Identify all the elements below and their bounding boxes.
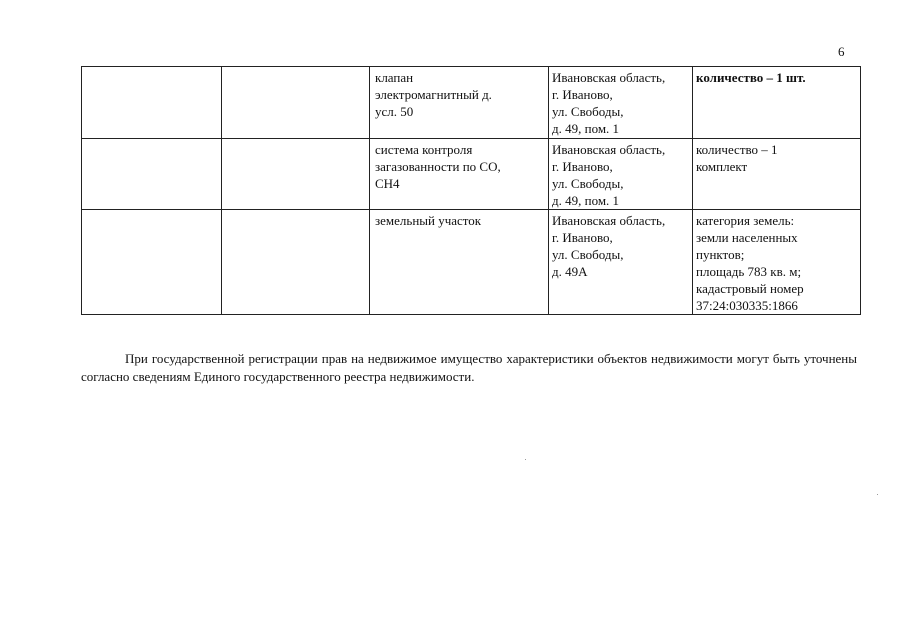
table-row [82, 67, 861, 139]
property-address-cell: Ивановская область, г. Иваново, ул. Свободы, д. 49А [549, 210, 693, 315]
table-cell-empty [82, 210, 222, 315]
property-table [81, 66, 861, 315]
scan-artifact [525, 459, 526, 460]
property-characteristics-cell: количество – 1 шт. [693, 67, 861, 139]
property-name-cell: система контроля загазованности по СО, СН4 [370, 139, 549, 210]
table-cell-empty [222, 210, 370, 315]
page-number: 6 [838, 44, 845, 59]
scan-artifact [877, 494, 878, 495]
property-name-cell: земельный участок [370, 210, 549, 315]
registration-note: При государственной регистрации прав на недвижимое имущество характеристики объектов недвижимости могут быть уточнены согласно сведениям Единого государственного реестра недвижимости. [81, 351, 857, 384]
property-address-cell: Ивановская область, г. Иваново, ул. Свободы, д. 49, пом. 1 [549, 139, 693, 210]
table-cell-empty [82, 139, 222, 210]
property-name-cell: клапан электромагнитный д. усл. 50 [370, 67, 549, 139]
property-characteristics-cell: количество – 1 комплект [693, 139, 861, 210]
table-row [82, 139, 861, 210]
table-row [82, 210, 861, 315]
property-address-cell: Ивановская область, г. Иваново, ул. Свободы, д. 49, пом. 1 [549, 67, 693, 139]
table-cell-empty [222, 139, 370, 210]
table-cell-empty [82, 67, 222, 139]
property-characteristics-cell: категория земель: земли населенных пунктов; площадь 783 кв. м; кадастровый номер 37:24:030335:1866 [693, 210, 861, 315]
table-cell-empty [222, 67, 370, 139]
